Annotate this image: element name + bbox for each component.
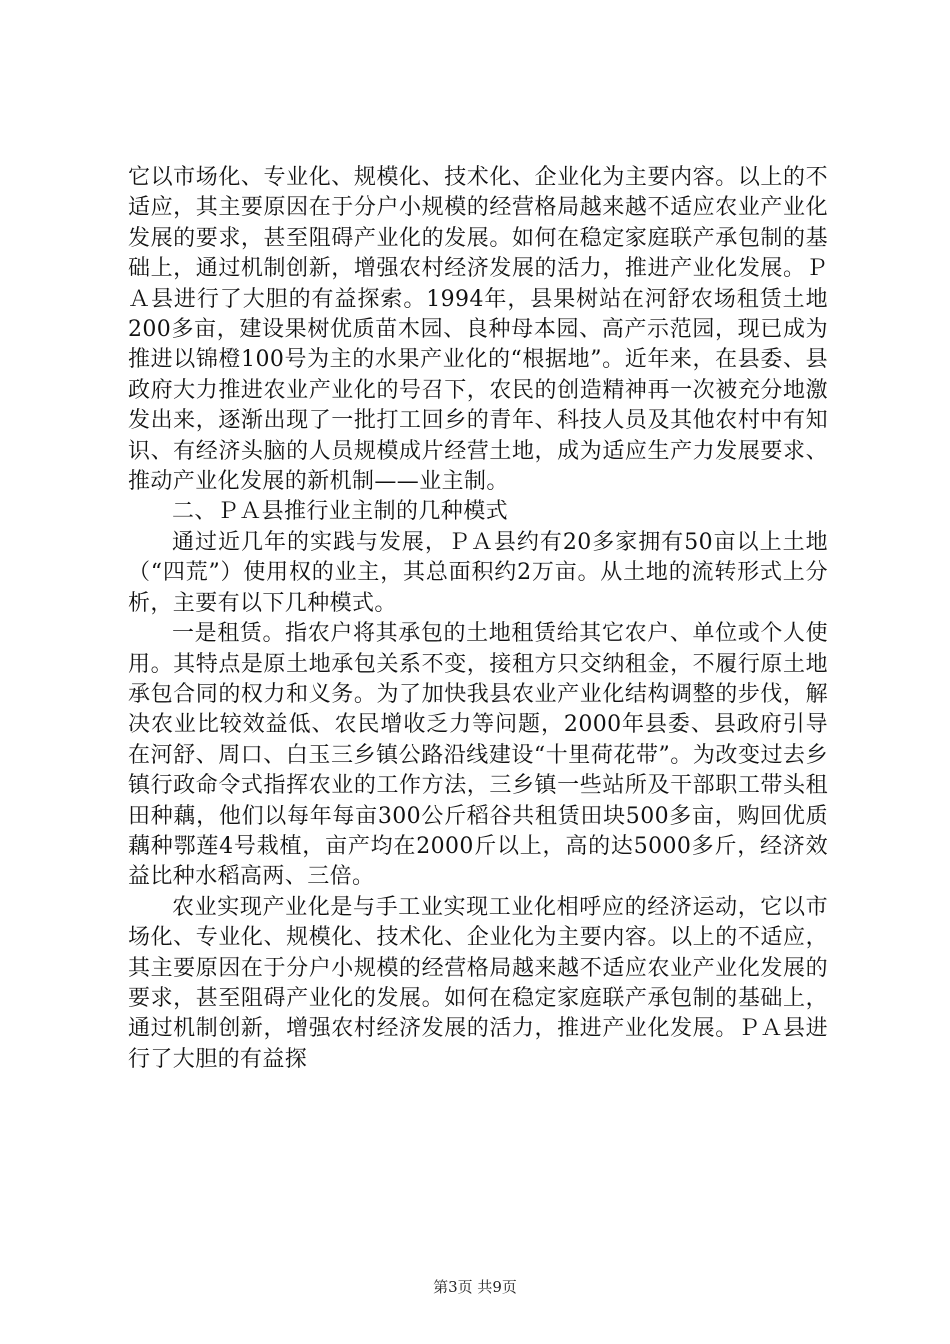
paragraph: 农业实现产业化是与手工业实现工业化相呼应的经济运动，它以市场化、专业化、规模化、技术化、企业化为主要内容。以上的不适应，其主要原因在于分户小规模的经营格局越来越不适应农业产业化发展的要求，甚至阻碍产业化的发展。如何在稳定家庭联产承包制的基础上，通过机制创新，增强农村经济发展的活力，推进产业化发展。ＰＡ县进行了大胆的有益探 (128, 894, 828, 1072)
paragraph: 通过近几年的实践与发展，ＰＡ县约有20多家拥有50亩以上土地（“四荒”）使用权的业主，其总面积约2万亩。从土地的流转形式上分析，主要有以下几种模式。 (128, 529, 828, 616)
page-footer: 第3页 共9页 (433, 1278, 517, 1296)
paragraph: 一是租赁。指农户将其承包的土地租赁给其它农户、单位或个人使用。其特点是原土地承包关系不变，接租方只交纳租金，不履行原土地承包合同的权力和义务。为了加快我县农业产业化结构调整的步伐，解决农业比较效益低、农民增收乏力等问题，2000年县委、县政府引导在河舒、周口、白玉三乡镇公路沿线建设“十里荷花带”。为改变过去乡镇行政命令式指挥农业的工作方法，三乡镇一些站所及干部职工带头租田种藕，他们以每年每亩300公斤稻谷共租赁田块500多亩，购回优质藕种鄂莲4号栽植，亩产均在2000斤以上，高的达5000多斤，经济效益比种水稻高两、三倍。 (128, 621, 828, 890)
section-heading: 二、ＰＡ县推行业主制的几种模式 (172, 499, 509, 525)
paragraph-continued: 它以市场化、专业化、规模化、技术化、企业化为主要内容。以上的不适应，其主要原因在于分户小规模的经营格局越来越不适应农业产业化发展的要求，甚至阻碍产业化的发展。如何在稳定家庭联产承包制的基础上，通过机制创新，增强农村经济发展的活力，推进产业化发展。ＰＡ县进行了大胆的有益探索。1994年，县果树站在河舒农场租赁土地200多亩，建设果树优质苗木园、良种母本园、高产示范园，现已成为推进以锦橙100号为主的水果产业化的“根据地”。近年来，在县委、县政府大力推进农业产业化的号召下，农民的创造精神再一次被充分地激发出来，逐渐出现了一批打工回乡的青年、科技人员及其他农村中有知识、有经济头脑的人员规模成片经营土地，成为适应生产力发展要求、推动产业化发展的新机制——业主制。 (128, 165, 828, 495)
document-body (128, 163, 828, 1075)
